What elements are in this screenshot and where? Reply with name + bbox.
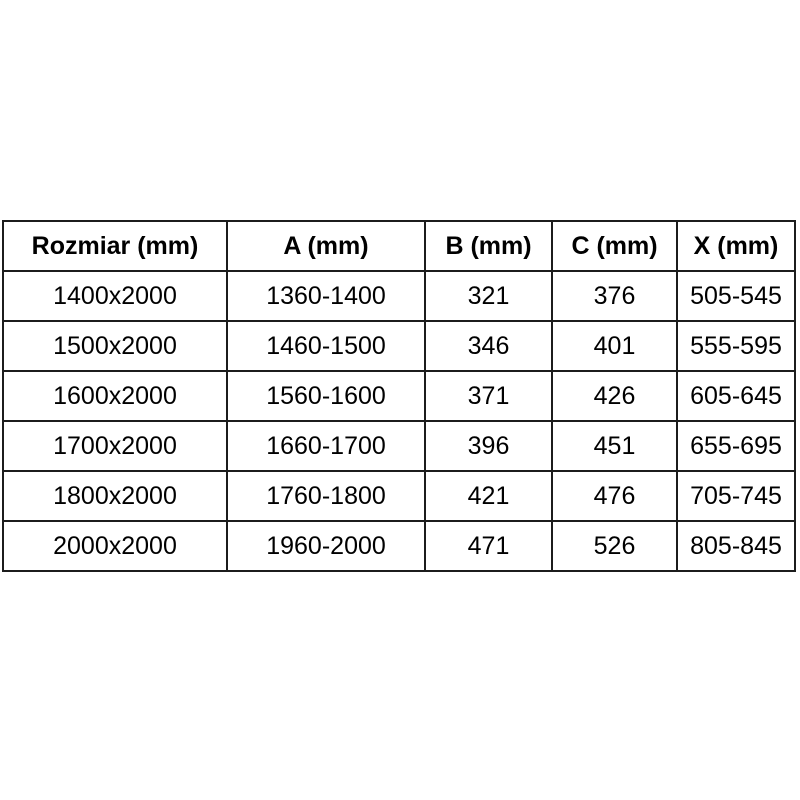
table-row xyxy=(3,371,795,421)
cell-c: 376 xyxy=(552,271,677,321)
size-spec-table xyxy=(2,220,796,572)
cell-rozmiar: 1700x2000 xyxy=(3,421,227,471)
table-row xyxy=(3,521,795,571)
cell-c: 451 xyxy=(552,421,677,471)
cell-rozmiar: 1600x2000 xyxy=(3,371,227,421)
cell-a: 1360-1400 xyxy=(227,271,425,321)
table-row xyxy=(3,271,795,321)
cell-b: 421 xyxy=(425,471,552,521)
cell-x: 555-595 xyxy=(677,321,795,371)
cell-b: 371 xyxy=(425,371,552,421)
cell-x: 805-845 xyxy=(677,521,795,571)
cell-c: 401 xyxy=(552,321,677,371)
cell-x: 605-645 xyxy=(677,371,795,421)
table-row xyxy=(3,321,795,371)
cell-a: 1760-1800 xyxy=(227,471,425,521)
cell-b: 471 xyxy=(425,521,552,571)
col-header-b: B (mm) xyxy=(425,221,552,271)
col-header-rozmiar: Rozmiar (mm) xyxy=(3,221,227,271)
col-header-c: C (mm) xyxy=(552,221,677,271)
cell-a: 1960-2000 xyxy=(227,521,425,571)
cell-rozmiar: 1400x2000 xyxy=(3,271,227,321)
cell-a: 1560-1600 xyxy=(227,371,425,421)
cell-b: 396 xyxy=(425,421,552,471)
cell-a: 1460-1500 xyxy=(227,321,425,371)
table-row xyxy=(3,471,795,521)
cell-b: 321 xyxy=(425,271,552,321)
col-header-x: X (mm) xyxy=(677,221,795,271)
cell-b: 346 xyxy=(425,321,552,371)
cell-x: 705-745 xyxy=(677,471,795,521)
header-row xyxy=(3,221,795,271)
cell-c: 526 xyxy=(552,521,677,571)
cell-rozmiar: 2000x2000 xyxy=(3,521,227,571)
cell-x: 655-695 xyxy=(677,421,795,471)
cell-c: 426 xyxy=(552,371,677,421)
cell-x: 505-545 xyxy=(677,271,795,321)
cell-a: 1660-1700 xyxy=(227,421,425,471)
cell-c: 476 xyxy=(552,471,677,521)
cell-rozmiar: 1500x2000 xyxy=(3,321,227,371)
cell-rozmiar: 1800x2000 xyxy=(3,471,227,521)
col-header-a: A (mm) xyxy=(227,221,425,271)
table-row xyxy=(3,421,795,471)
